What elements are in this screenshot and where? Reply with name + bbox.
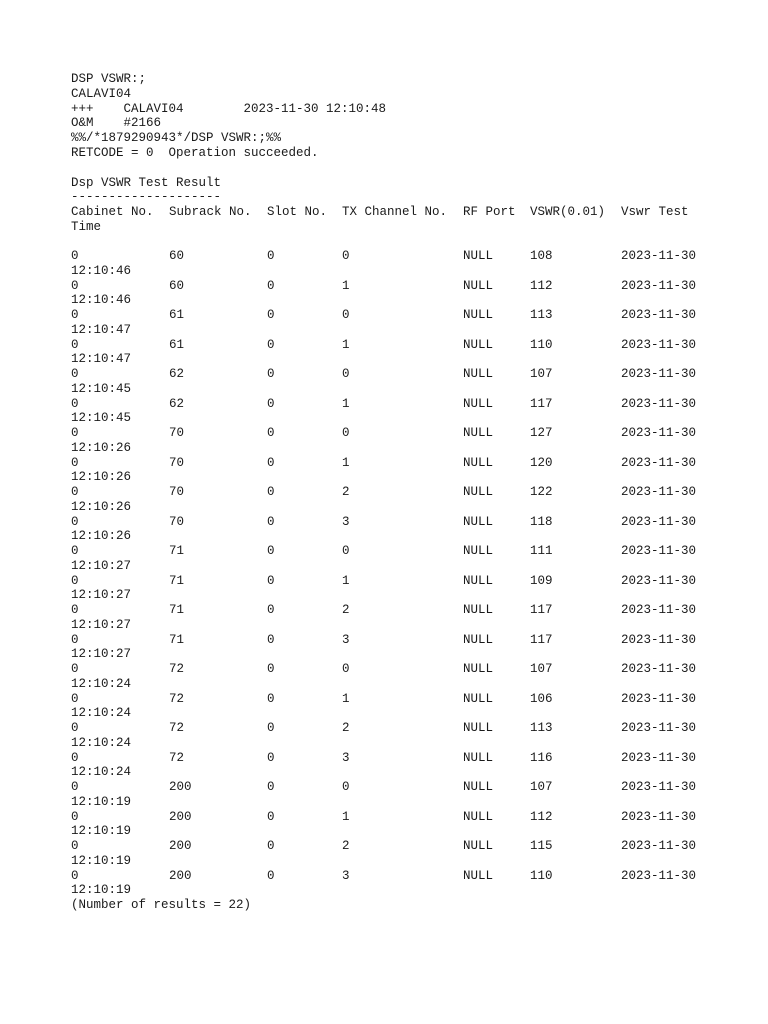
cell-tx-channel: 0 xyxy=(342,249,350,264)
cell-cabinet: 0 xyxy=(71,514,79,529)
cell-test-date: 2023-11-30 xyxy=(621,485,697,500)
cell-test-time: 12:10:26 xyxy=(71,499,132,514)
cell-rf-port: NULL xyxy=(463,426,494,441)
cell-test-date: 2023-11-30 xyxy=(621,809,697,824)
cell-cabinet: 0 xyxy=(71,662,79,677)
cell-slot: 0 xyxy=(267,868,275,883)
cell-rf-port: NULL xyxy=(463,691,494,706)
table-row xyxy=(71,780,751,810)
cell-vswr: 109 xyxy=(530,573,553,588)
table-row xyxy=(71,249,751,279)
cell-cabinet: 0 xyxy=(71,485,79,500)
cell-test-date: 2023-11-30 xyxy=(621,278,697,293)
cell-rf-port: NULL xyxy=(463,367,494,382)
cell-test-time: 12:10:26 xyxy=(71,470,132,485)
cell-slot: 0 xyxy=(267,337,275,352)
cell-test-time: 12:10:19 xyxy=(71,794,132,809)
cell-rf-port: NULL xyxy=(463,809,494,824)
cell-subrack: 70 xyxy=(169,514,185,529)
cell-tx-channel: 3 xyxy=(342,632,350,647)
cell-cabinet: 0 xyxy=(71,603,79,618)
result-count: (Number of results = 22) xyxy=(71,898,252,913)
cell-tx-channel: 0 xyxy=(342,426,350,441)
section-title: Dsp VSWR Test Result xyxy=(71,175,222,190)
cell-slot: 0 xyxy=(267,308,275,323)
section-underline: -------------------- xyxy=(71,190,222,205)
table-row xyxy=(71,721,751,751)
cell-rf-port: NULL xyxy=(463,278,494,293)
cell-slot: 0 xyxy=(267,662,275,677)
cell-rf-port: NULL xyxy=(463,780,494,795)
cell-test-time: 12:10:27 xyxy=(71,647,132,662)
cell-rf-port: NULL xyxy=(463,249,494,264)
cell-slot: 0 xyxy=(267,691,275,706)
cell-vswr: 127 xyxy=(530,426,553,441)
cell-test-date: 2023-11-30 xyxy=(621,544,697,559)
cell-subrack: 71 xyxy=(169,603,185,618)
cell-test-time: 12:10:47 xyxy=(71,322,132,337)
cell-test-date: 2023-11-30 xyxy=(621,514,697,529)
table-row xyxy=(71,603,751,633)
cell-rf-port: NULL xyxy=(463,573,494,588)
cell-tx-channel: 1 xyxy=(342,337,350,352)
cell-rf-port: NULL xyxy=(463,514,494,529)
cell-cabinet: 0 xyxy=(71,780,79,795)
cell-vswr: 118 xyxy=(530,514,553,529)
cell-tx-channel: 2 xyxy=(342,839,350,854)
cell-test-time: 12:10:26 xyxy=(71,529,132,544)
cell-cabinet: 0 xyxy=(71,308,79,323)
cell-tx-channel: 1 xyxy=(342,278,350,293)
cell-slot: 0 xyxy=(267,750,275,765)
cell-slot: 0 xyxy=(267,603,275,618)
cell-vswr: 112 xyxy=(530,809,553,824)
cell-vswr: 115 xyxy=(530,839,553,854)
cell-subrack: 70 xyxy=(169,485,185,500)
cell-test-time: 12:10:19 xyxy=(71,883,132,898)
cell-vswr: 108 xyxy=(530,249,553,264)
cell-vswr: 107 xyxy=(530,367,553,382)
table-row xyxy=(71,279,751,309)
cell-subrack: 200 xyxy=(169,809,192,824)
cell-subrack: 60 xyxy=(169,278,185,293)
cell-slot: 0 xyxy=(267,721,275,736)
cell-vswr: 106 xyxy=(530,691,553,706)
cell-rf-port: NULL xyxy=(463,750,494,765)
cell-vswr: 107 xyxy=(530,780,553,795)
retcode-line: RETCODE = 0 Operation succeeded. xyxy=(71,145,319,160)
cell-subrack: 61 xyxy=(169,308,185,323)
table-row xyxy=(71,338,751,368)
cell-test-time: 12:10:45 xyxy=(71,381,132,396)
cell-cabinet: 0 xyxy=(71,426,79,441)
cell-vswr: 110 xyxy=(530,337,553,352)
table-row xyxy=(71,456,751,486)
cell-rf-port: NULL xyxy=(463,337,494,352)
cell-cabinet: 0 xyxy=(71,750,79,765)
cell-cabinet: 0 xyxy=(71,544,79,559)
cell-tx-channel: 3 xyxy=(342,750,350,765)
cell-rf-port: NULL xyxy=(463,455,494,470)
cell-slot: 0 xyxy=(267,426,275,441)
cell-test-date: 2023-11-30 xyxy=(621,308,697,323)
cell-vswr: 113 xyxy=(530,721,553,736)
cell-cabinet: 0 xyxy=(71,809,79,824)
cell-slot: 0 xyxy=(267,514,275,529)
cell-vswr: 120 xyxy=(530,455,553,470)
table-row xyxy=(71,810,751,840)
cell-slot: 0 xyxy=(267,249,275,264)
cell-test-date: 2023-11-30 xyxy=(621,249,697,264)
cell-test-date: 2023-11-30 xyxy=(621,691,697,706)
column-header-tx-channel: TX Channel No. xyxy=(342,205,448,220)
cell-subrack: 60 xyxy=(169,249,185,264)
cell-slot: 0 xyxy=(267,780,275,795)
cell-slot: 0 xyxy=(267,573,275,588)
cell-vswr: 116 xyxy=(530,750,553,765)
table-row xyxy=(71,869,751,899)
cell-vswr: 111 xyxy=(530,544,553,559)
table-row xyxy=(71,485,751,515)
cell-subrack: 72 xyxy=(169,662,185,677)
cell-tx-channel: 2 xyxy=(342,721,350,736)
table-row xyxy=(71,367,751,397)
cell-test-time: 12:10:47 xyxy=(71,352,132,367)
cell-test-date: 2023-11-30 xyxy=(621,337,697,352)
result-table-body xyxy=(71,249,751,898)
cell-vswr: 117 xyxy=(530,632,553,647)
cell-test-time: 12:10:27 xyxy=(71,558,132,573)
table-row xyxy=(71,397,751,427)
cell-cabinet: 0 xyxy=(71,278,79,293)
cell-test-time: 12:10:19 xyxy=(71,853,132,868)
cell-cabinet: 0 xyxy=(71,839,79,854)
cell-cabinet: 0 xyxy=(71,337,79,352)
cell-rf-port: NULL xyxy=(463,308,494,323)
cell-test-time: 12:10:24 xyxy=(71,706,132,721)
cell-cabinet: 0 xyxy=(71,249,79,264)
cell-test-date: 2023-11-30 xyxy=(621,426,697,441)
cell-slot: 0 xyxy=(267,367,275,382)
cell-vswr: 113 xyxy=(530,308,553,323)
column-header-rf-port: RF Port xyxy=(463,205,516,220)
cell-test-time: 12:10:46 xyxy=(71,263,132,278)
cell-test-time: 12:10:24 xyxy=(71,735,132,750)
cell-vswr: 107 xyxy=(530,662,553,677)
blank-line xyxy=(71,235,751,250)
cell-tx-channel: 0 xyxy=(342,662,350,677)
column-header-subrack: Subrack No. xyxy=(169,205,252,220)
cell-tx-channel: 2 xyxy=(342,603,350,618)
cell-slot: 0 xyxy=(267,632,275,647)
cell-cabinet: 0 xyxy=(71,632,79,647)
cell-tx-channel: 1 xyxy=(342,573,350,588)
cell-subrack: 72 xyxy=(169,691,185,706)
cell-rf-port: NULL xyxy=(463,632,494,647)
cell-test-time: 12:10:45 xyxy=(71,411,132,426)
cell-subrack: 62 xyxy=(169,396,185,411)
cell-rf-port: NULL xyxy=(463,868,494,883)
cell-slot: 0 xyxy=(267,485,275,500)
cell-cabinet: 0 xyxy=(71,396,79,411)
column-header-cabinet: Cabinet No. xyxy=(71,205,154,220)
cell-vswr: 112 xyxy=(530,278,553,293)
table-header xyxy=(71,205,751,235)
cell-test-date: 2023-11-30 xyxy=(621,367,697,382)
cell-cabinet: 0 xyxy=(71,455,79,470)
cell-tx-channel: 0 xyxy=(342,544,350,559)
cell-slot: 0 xyxy=(267,455,275,470)
table-row xyxy=(71,839,751,869)
cell-cabinet: 0 xyxy=(71,691,79,706)
column-header-test-time: Vswr Test xyxy=(621,205,689,220)
column-header-slot: Slot No. xyxy=(267,205,328,220)
cell-subrack: 61 xyxy=(169,337,185,352)
table-row xyxy=(71,633,751,663)
om-serial-line: O&M #2166 xyxy=(71,116,162,131)
cell-test-date: 2023-11-30 xyxy=(621,839,697,854)
cell-tx-channel: 1 xyxy=(342,455,350,470)
cell-test-date: 2023-11-30 xyxy=(621,573,697,588)
table-row xyxy=(71,692,751,722)
cell-subrack: 72 xyxy=(169,750,185,765)
cell-test-date: 2023-11-30 xyxy=(621,632,697,647)
cell-slot: 0 xyxy=(267,839,275,854)
cell-rf-port: NULL xyxy=(463,603,494,618)
cell-rf-port: NULL xyxy=(463,485,494,500)
cell-subrack: 71 xyxy=(169,573,185,588)
cell-cabinet: 0 xyxy=(71,721,79,736)
cell-subrack: 70 xyxy=(169,426,185,441)
cell-cabinet: 0 xyxy=(71,367,79,382)
cell-subrack: 71 xyxy=(169,632,185,647)
column-header-vswr: VSWR(0.01) xyxy=(530,205,606,220)
cell-test-date: 2023-11-30 xyxy=(621,750,697,765)
cell-tx-channel: 1 xyxy=(342,691,350,706)
cell-test-date: 2023-11-30 xyxy=(621,396,697,411)
ne-name: CALAVI04 xyxy=(71,86,132,101)
cell-subrack: 62 xyxy=(169,367,185,382)
command-echo: %%/*1879290943*/DSP VSWR:;%% xyxy=(71,131,282,146)
cell-subrack: 72 xyxy=(169,721,185,736)
cell-test-time: 12:10:24 xyxy=(71,765,132,780)
cell-tx-channel: 0 xyxy=(342,780,350,795)
cell-test-time: 12:10:19 xyxy=(71,824,132,839)
cell-subrack: 71 xyxy=(169,544,185,559)
blank-line xyxy=(71,161,751,176)
cell-test-date: 2023-11-30 xyxy=(621,662,697,677)
cell-test-time: 12:10:27 xyxy=(71,588,132,603)
cell-test-date: 2023-11-30 xyxy=(621,721,697,736)
cell-cabinet: 0 xyxy=(71,573,79,588)
table-row xyxy=(71,662,751,692)
command-output-document xyxy=(71,72,751,913)
cell-slot: 0 xyxy=(267,278,275,293)
cell-tx-channel: 1 xyxy=(342,809,350,824)
cell-test-time: 12:10:46 xyxy=(71,293,132,308)
column-header-test-time-cont: Time xyxy=(71,219,102,234)
cell-subrack: 200 xyxy=(169,780,192,795)
cell-rf-port: NULL xyxy=(463,396,494,411)
report-header-line: +++ CALAVI04 2023-11-30 12:10:48 xyxy=(71,101,387,116)
cell-tx-channel: 0 xyxy=(342,308,350,323)
cell-rf-port: NULL xyxy=(463,721,494,736)
cell-test-time: 12:10:27 xyxy=(71,617,132,632)
cell-tx-channel: 1 xyxy=(342,396,350,411)
cell-vswr: 122 xyxy=(530,485,553,500)
cell-subrack: 200 xyxy=(169,839,192,854)
table-row xyxy=(71,574,751,604)
cell-test-date: 2023-11-30 xyxy=(621,455,697,470)
cell-tx-channel: 2 xyxy=(342,485,350,500)
table-row xyxy=(71,426,751,456)
cell-subrack: 200 xyxy=(169,868,192,883)
cell-slot: 0 xyxy=(267,809,275,824)
cell-vswr: 117 xyxy=(530,603,553,618)
table-row xyxy=(71,544,751,574)
cell-vswr: 117 xyxy=(530,396,553,411)
cell-test-date: 2023-11-30 xyxy=(621,780,697,795)
cell-subrack: 70 xyxy=(169,455,185,470)
cell-cabinet: 0 xyxy=(71,868,79,883)
command-line: DSP VSWR:; xyxy=(71,72,147,86)
cell-rf-port: NULL xyxy=(463,662,494,677)
cell-tx-channel: 3 xyxy=(342,514,350,529)
table-row xyxy=(71,751,751,781)
cell-vswr: 110 xyxy=(530,868,553,883)
cell-test-date: 2023-11-30 xyxy=(621,868,697,883)
cell-test-time: 12:10:26 xyxy=(71,440,132,455)
cell-slot: 0 xyxy=(267,396,275,411)
cell-test-date: 2023-11-30 xyxy=(621,603,697,618)
cell-test-time: 12:10:24 xyxy=(71,676,132,691)
cell-rf-port: NULL xyxy=(463,544,494,559)
table-row xyxy=(71,308,751,338)
cell-tx-channel: 3 xyxy=(342,868,350,883)
cell-slot: 0 xyxy=(267,544,275,559)
cell-tx-channel: 0 xyxy=(342,367,350,382)
table-row xyxy=(71,515,751,545)
cell-rf-port: NULL xyxy=(463,839,494,854)
